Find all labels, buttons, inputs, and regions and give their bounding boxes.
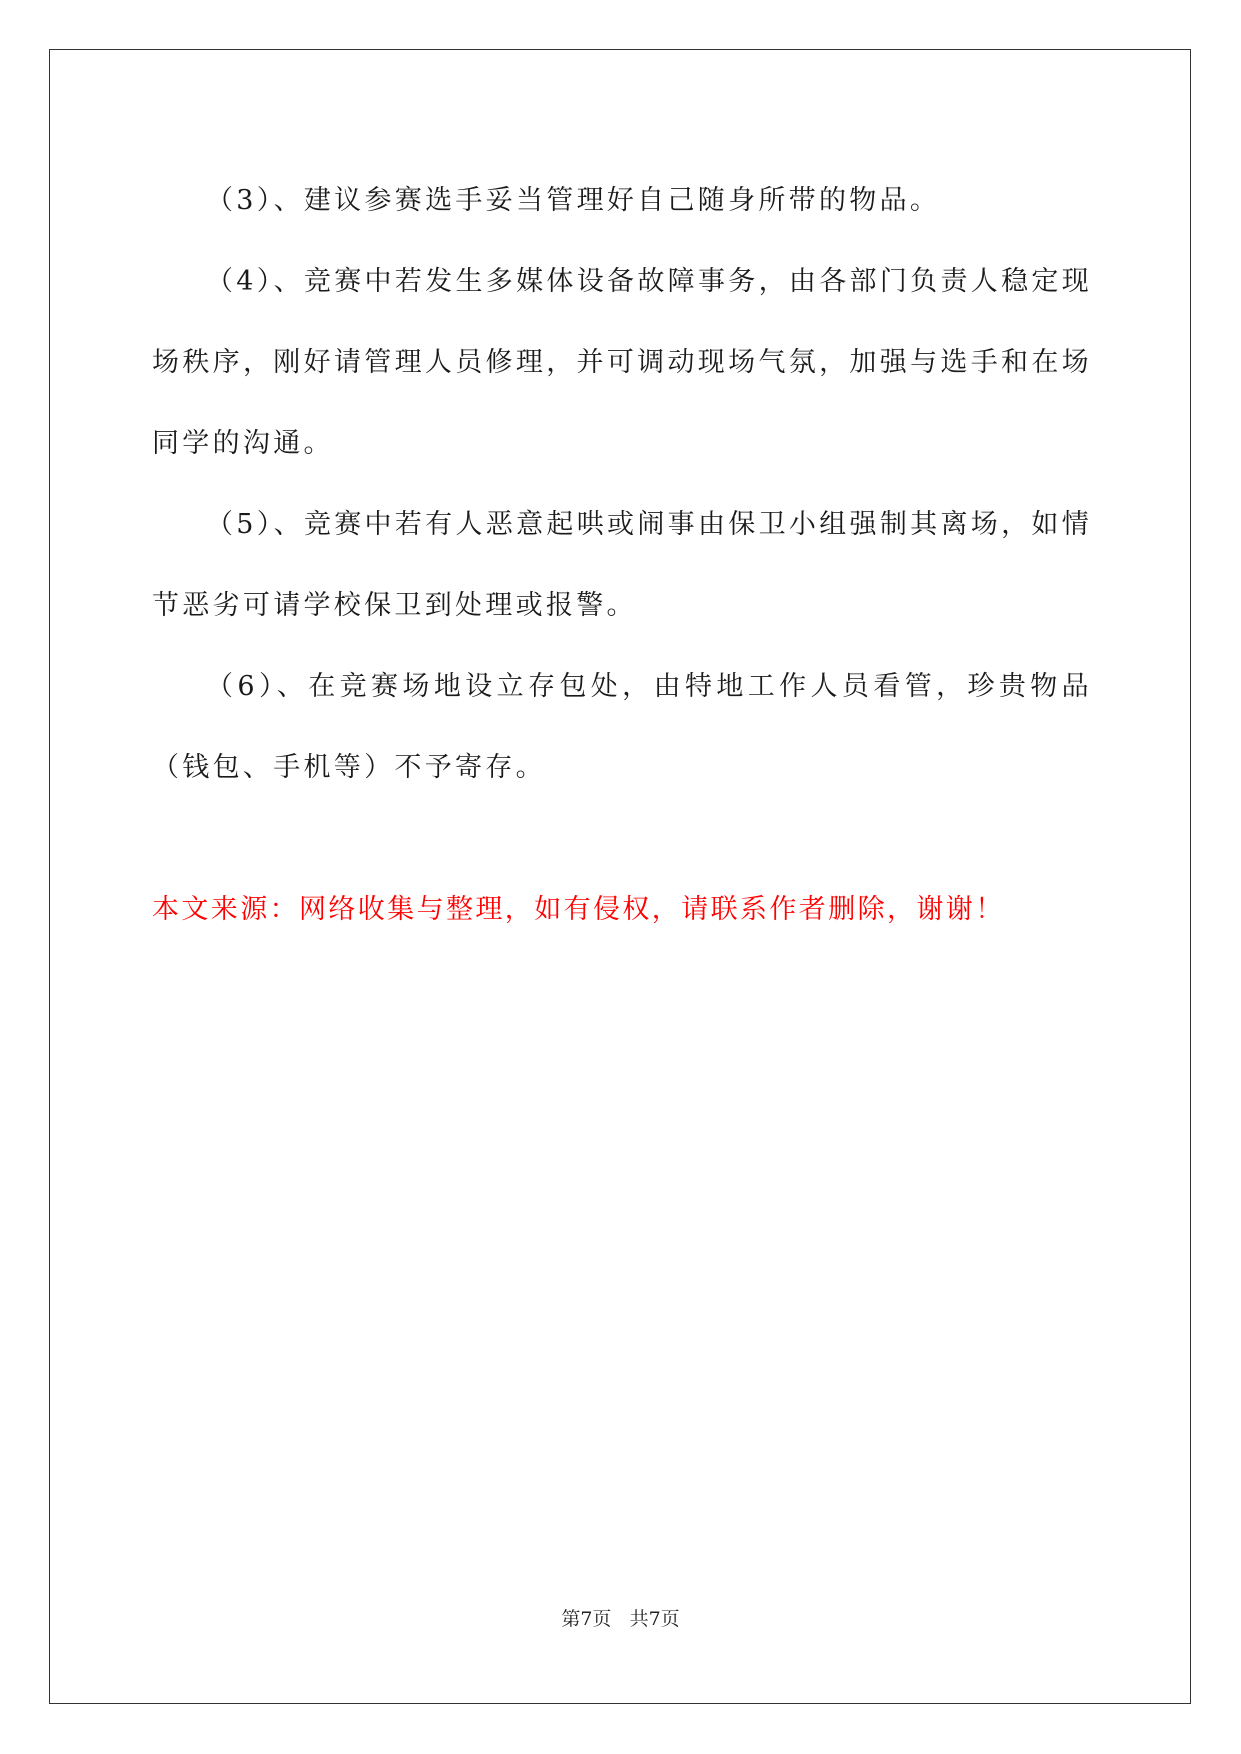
page-footer (0, 1604, 1241, 1631)
current-page-label: 第7页 (561, 1608, 612, 1630)
paragraph-item-6: （6）、在竞赛场地设立存包处，由特地工作人员看管，珍贵物品（钱包、手机等）不予寄存。 (152, 671, 1092, 783)
paragraph-item-5: （5）、竞赛中若有人恶意起哄或闹事由保卫小组强制其离场，如情节恶劣可请学校保卫到处理或报警。 (152, 509, 1092, 621)
source-disclaimer: 本文来源：网络收集与整理，如有侵权，请联系作者删除，谢谢！ (152, 894, 1005, 925)
paragraph-item-3: （3）、建议参赛选手妥当管理好自己随身所带的物品。 (206, 185, 941, 216)
total-pages-label: 共7页 (629, 1608, 680, 1630)
paragraph-item-4: （4）、竞赛中若发生多媒体设备故障事务，由各部门负责人稳定现场秩序，刚好请管理人员修理，并可调动现场气氛，加强与选手和在场同学的沟通。 (152, 266, 1092, 459)
document-body (152, 160, 1092, 808)
